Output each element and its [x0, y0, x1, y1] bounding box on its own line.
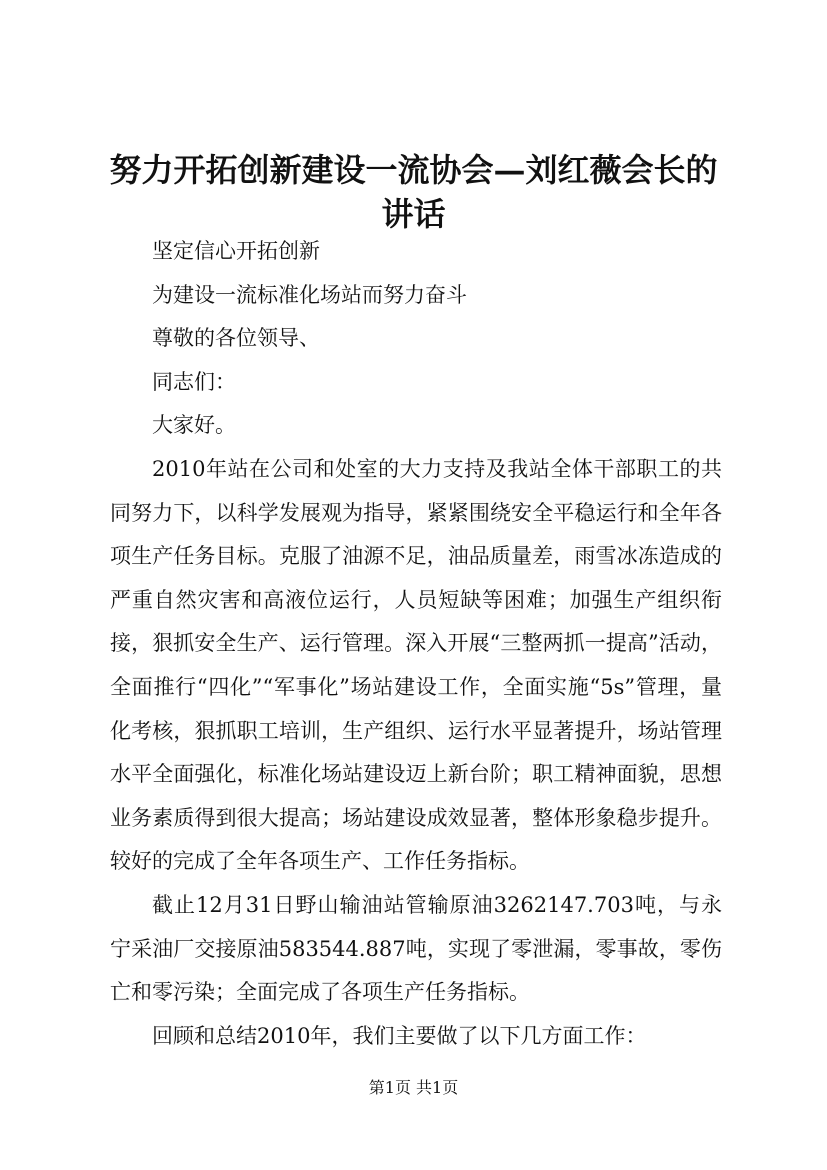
- paragraph: 大家好。: [152, 413, 236, 438]
- paragraph: 尊敬的各位领导、: [152, 326, 320, 351]
- paragraph: 坚定信心开拓创新: [152, 239, 320, 263]
- document-title: 努力开拓创新建设一流协会—刘红薇会长的讲话: [109, 151, 718, 233]
- page-number-footer: 第1页 共1页: [368, 1078, 459, 1097]
- paragraph: 2010年站在公司和处室的大力支持及我站全体干部职工的共同努力下，以科学发展观为指导，紧紧围绕安全平稳运行和全年各项生产任务目标。克服了油源不足，油品质量差，雨雪冰冻造成的严重自然灾害和高液位运行，人员短缺等困难；加强生产组织衔接，狠抓安全生产、运行管理。深入开展“三整两抓一提高”活动，全面推行“四化”“军事化”场站建设工作，全面实施“5s”管理，量化考核，狠抓职工培训，生产组织、运行水平显著提升，场站管理水平全面强化，标准化场站建设迈上新台阶；职工精神面貌，思想业务素质得到很大提高；场站建设成效显著，整体形象稳步提升。较好的完成了全年各项生产、工作任务指标。: [110, 456, 722, 874]
- document-body: [110, 230, 722, 1058]
- paragraph: 同志们：: [152, 369, 236, 394]
- paragraph: 回顾和总结2010年，我们主要做了以下几方面工作：: [152, 1023, 647, 1048]
- paragraph: 截止12月31日野山输油站管输原油3262147.703吨，与永宁采油厂交接原油583544.887吨，实现了零泄漏，零事故，零伤亡和零污染；全面完成了各项生产任务指标。: [110, 892, 722, 1005]
- paragraph: 为建设一流标准化场站而努力奋斗: [152, 282, 467, 307]
